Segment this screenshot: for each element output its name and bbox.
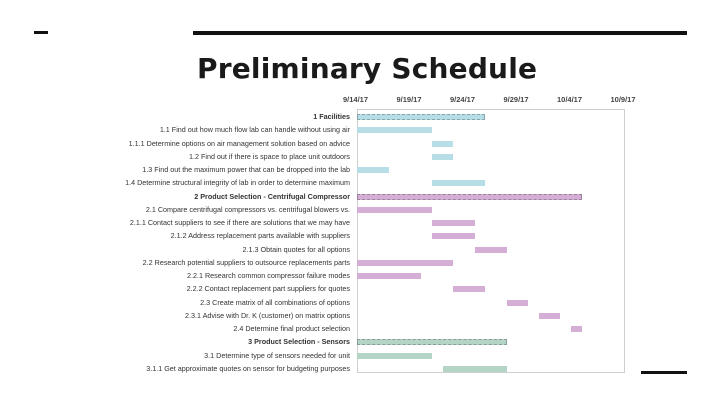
task-label: 1.4 Determine structural integrity of lab in order to determine maximum [125,178,350,188]
gantt-row [90,363,625,376]
task-label: 2.4 Determine final product selection [233,324,350,333]
task-label: 2.3 Create matrix of all combinations of options [200,297,350,307]
task-bar [357,353,432,359]
gantt-row [90,111,625,124]
task-label: 1 Facilities [313,112,350,121]
task-label: 3.1.1 Get approximate quotes on sensor for budgeting purposes [146,363,350,373]
task-label: 2.2 Research potential suppliers to outsource replacements parts [142,257,350,267]
gantt-row [90,217,625,230]
gantt-date-label: 9/14/17 [343,95,369,104]
gantt-row [90,297,625,310]
gantt-row [90,310,625,323]
gantt-row [90,257,625,270]
task-bar [357,273,421,279]
gantt-row [90,230,625,243]
task-label: 2.1.1 Contact suppliers to see if there are solutions that we may have [129,218,350,227]
accent-line-left [34,31,48,34]
gantt-row [90,323,625,336]
task-label: 1.3 Find out the maximum power that can be dropped into the lab [142,165,350,174]
task-bar [432,220,475,226]
gantt-row [90,124,625,137]
gantt-row [90,283,625,296]
task-label: 2.1.3 Obtain quotes for all options [242,244,350,254]
gantt-date-label: 9/24/17 [450,95,476,104]
gantt-row [90,191,625,204]
task-bar [453,286,485,292]
gantt-row [90,177,625,190]
task-bar [443,366,507,372]
gantt-date-header [90,90,650,104]
task-bar [432,141,453,147]
task-label: 1.1 Find out how much flow lab can handle without using air [159,125,350,135]
gantt-row [90,138,625,151]
gantt-date-label: 10/4/17 [557,95,583,104]
summary-task-bar [357,339,507,345]
task-bar [571,326,582,332]
gantt-row [90,151,625,164]
task-bar [475,247,507,253]
summary-task-bar [357,114,485,120]
slide-title: Preliminary Schedule [197,52,538,85]
task-label: 2 Product Selection - Centrifugal Compressor [194,191,350,201]
task-label: 2.1.2 Address replacement parts available with suppliers [170,231,350,241]
task-bar [432,154,453,160]
task-label: 2.3.1 Advise with Dr. K (customer) on matrix options [185,310,350,320]
task-label: 2.2.2 Contact replacement part suppliers for quotes [186,284,350,294]
task-label: 3.1 Determine type of sensors needed for unit [204,350,350,360]
task-bar [507,300,528,306]
gantt-date-label: 9/19/17 [396,95,422,104]
gantt-row [90,244,625,257]
task-bar [432,180,486,186]
task-bar [357,167,389,173]
task-bar [432,233,475,239]
task-label: 3 Product Selection - Sensors [248,337,350,347]
task-bar [357,260,453,266]
gantt-row [90,336,625,349]
task-label: 2.2.1 Research common compressor failure modes [187,271,350,280]
gantt-date-label: 9/29/17 [503,95,529,104]
task-bar [357,207,432,213]
gantt-chart [90,90,650,385]
gantt-row [90,204,625,217]
task-label: 2.1 Compare centrifugal compressors vs. centrifugal blowers vs. [145,204,350,214]
task-bar [539,313,560,319]
task-bar [357,127,432,133]
gantt-row [90,350,625,363]
gantt-date-label: 10/9/17 [610,95,636,104]
summary-task-bar [357,194,582,200]
gantt-row [90,270,625,283]
gantt-row [90,164,625,177]
task-label: 1.2 Find out if there is space to place unit outdoors [188,151,350,161]
accent-line-top [193,31,687,35]
task-label: 1.1.1 Determine options on air management solution based on advice [128,138,350,148]
